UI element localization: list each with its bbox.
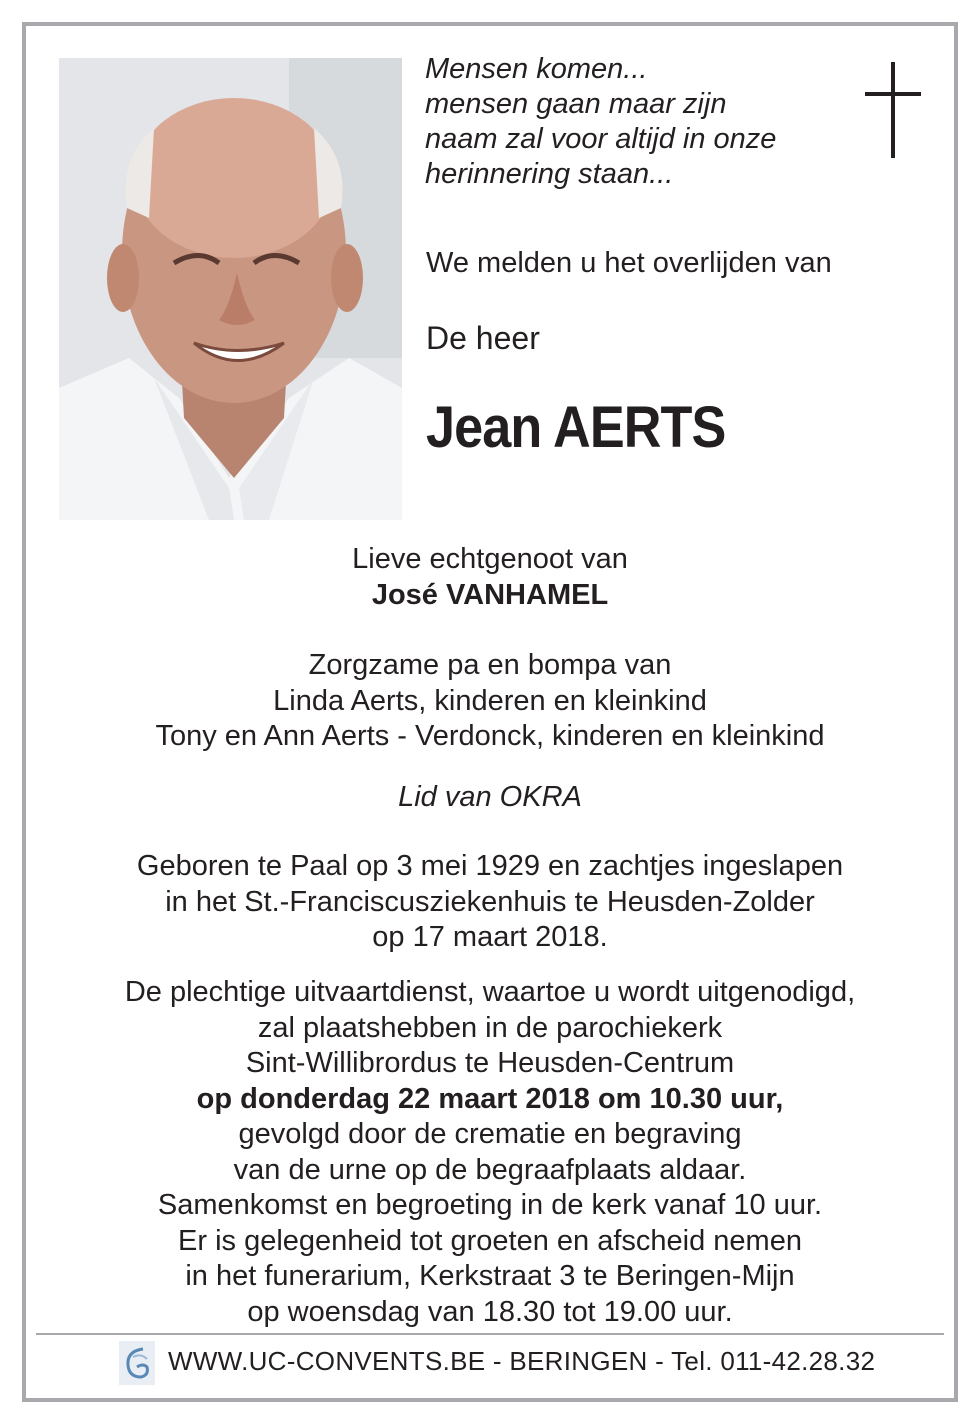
funeral-line: van de urne op de begraafplaats aldaar. (233, 1153, 747, 1186)
announcement: We melden u het overlijden van (426, 247, 832, 279)
funeral-block (40, 975, 940, 1330)
membership-text: Lid van OKRA (398, 781, 582, 813)
funeral-datetime: op donderdag 22 maart 2018 om 10.30 uur, (196, 1082, 784, 1115)
spouse-block (40, 542, 940, 613)
family-block (40, 648, 940, 755)
funeral-home-logo-icon (119, 1341, 155, 1385)
poem-line: Mensen komen... (425, 53, 648, 85)
portrait-illustration (59, 58, 402, 520)
honorific: De heer (426, 320, 540, 356)
footer-divider (36, 1333, 944, 1335)
poem-line: herinnering staan... (425, 158, 674, 190)
birth-death-line: Geboren te Paal op 3 mei 1929 en zachtjes ingeslapen (136, 850, 844, 882)
birth-death-block (40, 849, 940, 956)
funeral-line: De plechtige uitvaartdienst, waartoe u wordt uitgenodigd, (124, 976, 856, 1008)
poem-line: mensen gaan maar zijn (425, 88, 727, 120)
birth-death-line: op 17 maart 2018. (372, 921, 608, 953)
spouse-name: José VANHAMEL (371, 578, 609, 611)
poem (425, 52, 855, 192)
funeral-line: Sint-Willibrordus te Heusden-Centrum (245, 1047, 735, 1079)
family-member: Tony en Ann Aerts - Verdonck, kinderen en kleinkind (155, 720, 825, 752)
birth-death-line: in het St.-Franciscusziekenhuis te Heusden-Zolder (165, 885, 815, 918)
funeral-line: zal plaatshebben in de parochiekerk (257, 1011, 723, 1044)
cross-icon (865, 62, 921, 158)
deceased-name: Jean AERTS (426, 395, 726, 460)
funeral-line: Samenkomst en begroeting in de kerk vanaf 10 uur. (157, 1189, 823, 1221)
funeral-line: op woensdag van 18.30 tot 19.00 uur. (247, 1295, 733, 1328)
membership (40, 780, 940, 816)
funeral-line: gevolgd door de crematie en begraving (238, 1118, 742, 1150)
family-member: Linda Aerts, kinderen en kleinkind (273, 684, 707, 717)
portrait-photo (59, 58, 402, 520)
spouse-intro: Lieve echtgenoot van (352, 543, 628, 575)
funeral-line: in het funerarium, Kerkstraat 3 te Beringen-Mijn (185, 1260, 795, 1292)
poem-line: naam zal voor altijd in onze (425, 123, 777, 155)
family-intro: Zorgzame pa en bompa van (308, 649, 672, 681)
footer-contact: WWW.UC-CONVENTS.BE - BERINGEN - Tel. 011-42.28.32 (168, 1346, 876, 1376)
funeral-line: Er is gelegenheid tot groeten en afscheid nemen (178, 1224, 802, 1257)
